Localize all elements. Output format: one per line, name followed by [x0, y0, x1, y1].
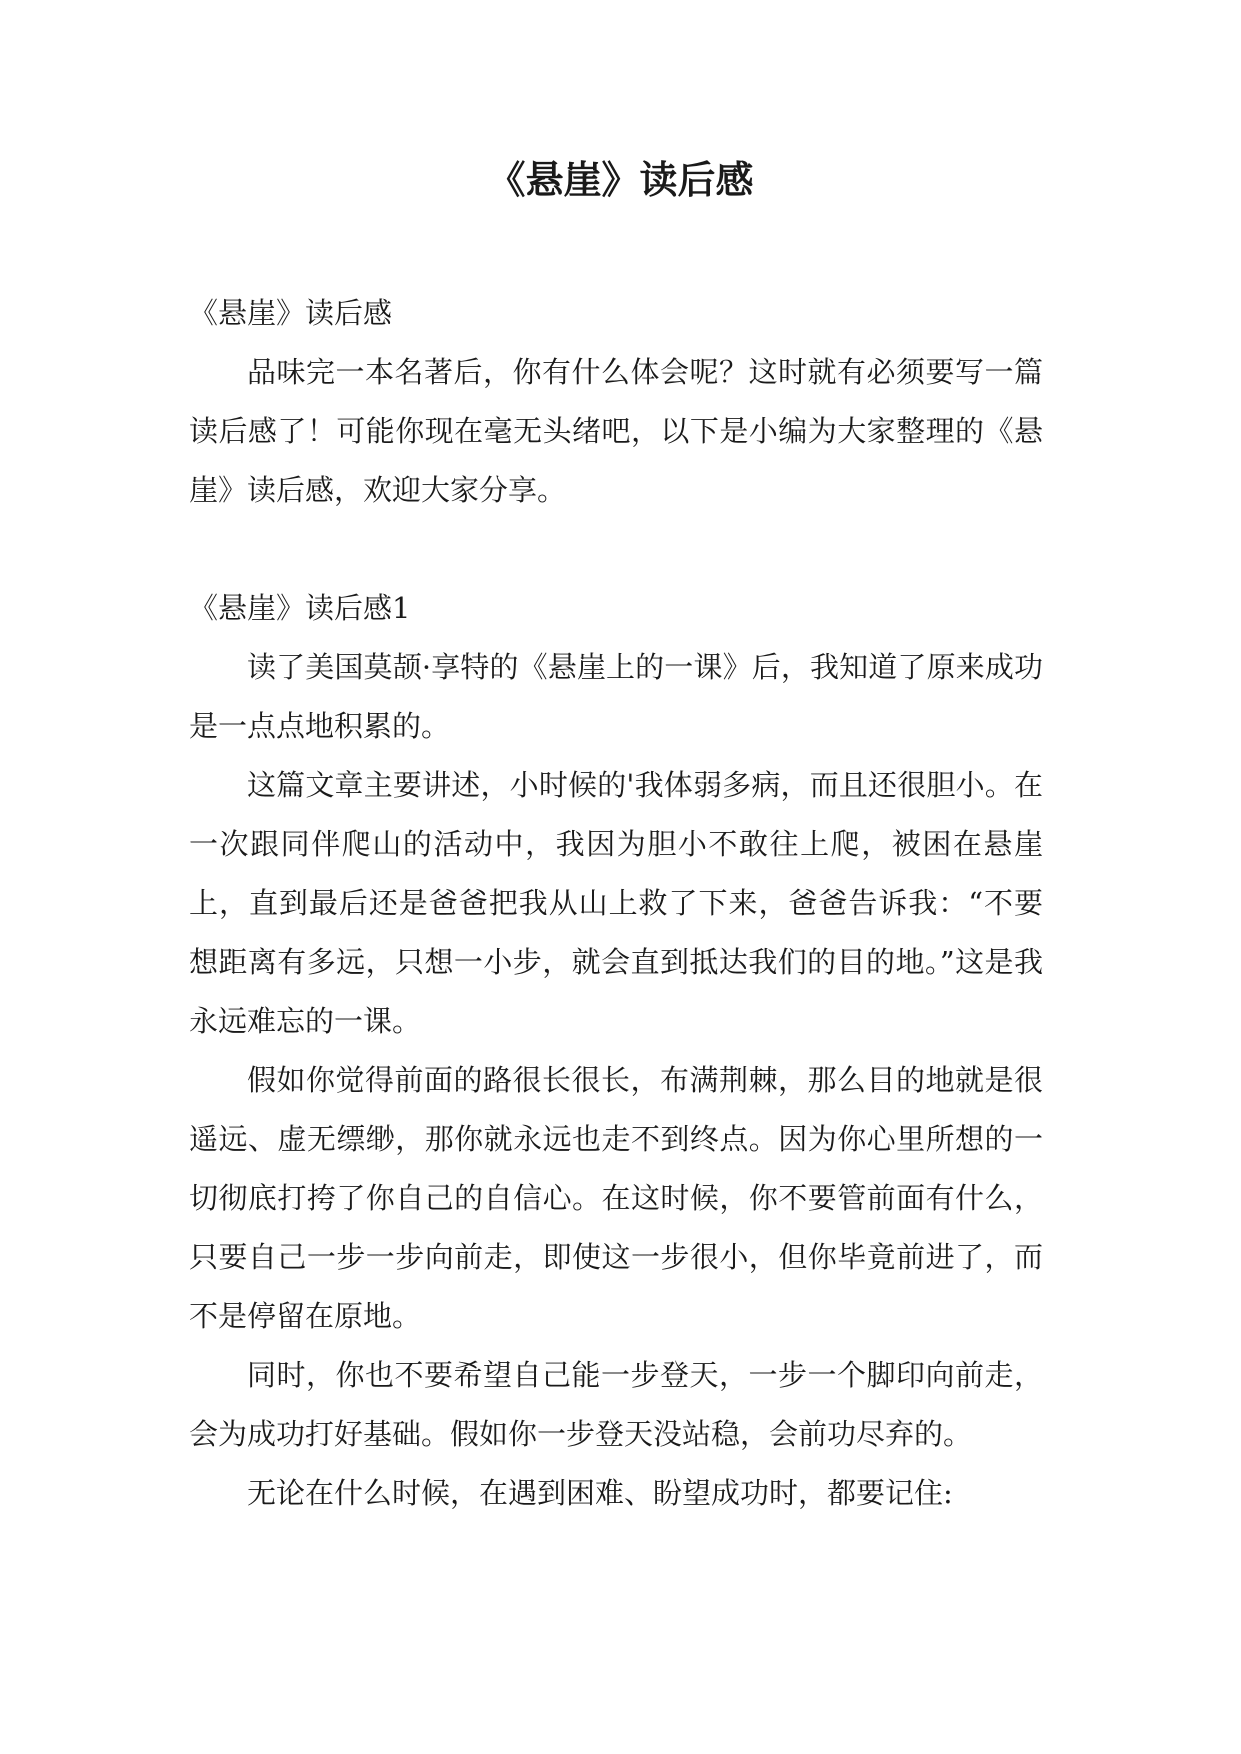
section-spacer: [189, 520, 1043, 579]
intro-paragraph: 品味完一本名著后，你有什么体会呢？这时就有必须要写一篇读后感了！可能你现在毫无头绪吧，以下是小编为大家整理的《悬崖》读后感，欢迎大家分享。: [189, 355, 1043, 507]
document-title: 《悬崖》读后感: [487, 158, 754, 202]
section-heading: 《悬崖》读后感1: [189, 591, 411, 625]
body-paragraph: 无论在什么时候，在遇到困难、盼望成功时，都要记住:: [247, 1476, 953, 1510]
body-paragraph: 读了美国莫颉·享特的《悬崖上的一课》后，我知道了原来成功是一点点地积累的。: [189, 650, 1043, 743]
body-paragraph: 这篇文章主要讲述，小时候的'我体弱多病，而且还很胆小。在一次跟同伴爬山的活动中，我因为胆小不敢往上爬，被困在悬崖上，直到最后还是爸爸把我从山上救了下来，爸爸告诉我：“不要想距离有多远，只想一小步，就会直到抵达我们的目的地。”这是我永远难忘的一课。: [189, 768, 1043, 1038]
body-paragraph: 同时，你也不要希望自己能一步登天，一步一个脚印向前走，会为成功打好基础。假如你一步登天没站稳，会前功尽弃的。: [189, 1358, 1043, 1451]
document-body: [189, 284, 1043, 1523]
body-paragraph: 假如你觉得前面的路很长很长，布满荆棘，那么目的地就是很遥远、虚无缥缈，那你就永远也走不到终点。因为你心里所想的一切彻底打挎了你自己的自信心。在这时候，你不要管前面有什么，只要自己一步一步向前走，即使这一步很小，但你毕竟前进了，而不是停留在原地。: [189, 1063, 1043, 1333]
intro-heading: 《悬崖》读后感: [189, 296, 393, 330]
